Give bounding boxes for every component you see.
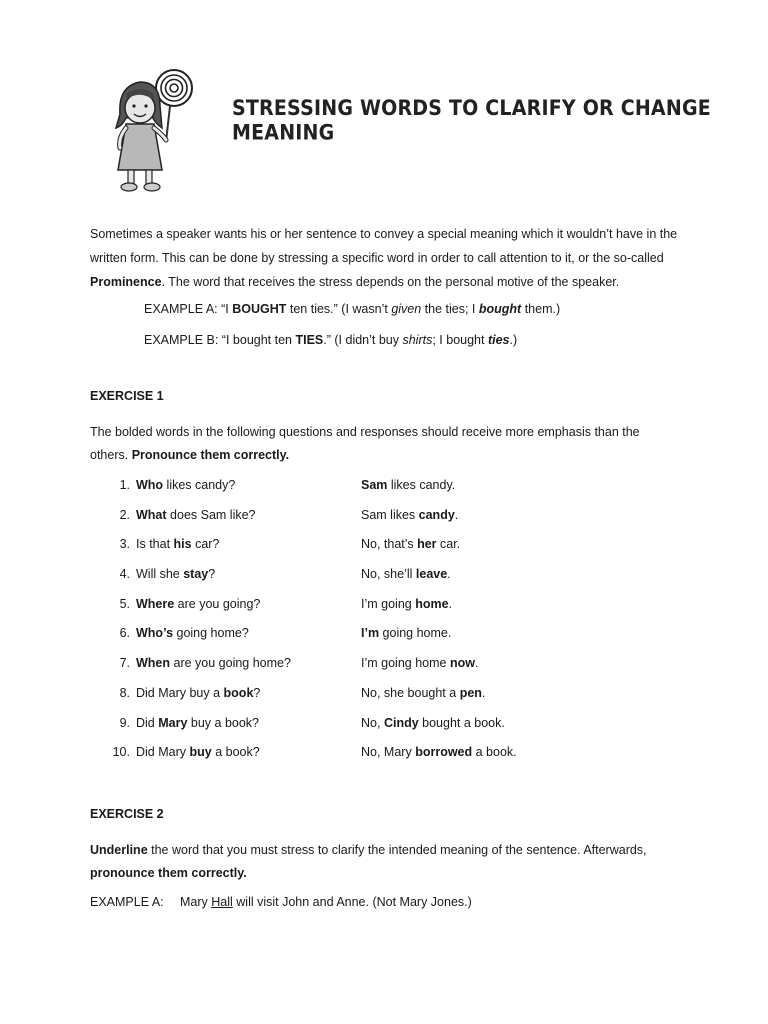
intro-line-3: Prominence. The word that receives the stress depends on the personal motive of the speaker. bbox=[90, 275, 620, 289]
exercise-2-instructions: Underline the word that you must stress to clarify the intended meaning of the sentence. Afterwards, pronounce them correctly. bbox=[90, 843, 647, 880]
exercise-1-item bbox=[108, 686, 708, 716]
item-number: 8. bbox=[119, 685, 130, 700]
item-number: 1. bbox=[119, 478, 130, 492]
item-number: 4. bbox=[119, 567, 130, 582]
example-label: EXAMPLE A: bbox=[90, 895, 164, 909]
item-response: No, she bought a pen. bbox=[361, 685, 486, 700]
item-question: Will she stay? bbox=[136, 567, 216, 582]
exercise-1-item bbox=[108, 508, 708, 538]
item-number: 6. bbox=[119, 626, 130, 641]
item-question: Who likes candy? bbox=[136, 478, 236, 492]
intro-paragraph bbox=[90, 222, 690, 294]
item-question: Did Mary buy a book? bbox=[136, 745, 260, 760]
exercise-2-heading: EXERCISE 2 bbox=[90, 807, 164, 821]
exercise-1-item bbox=[108, 656, 708, 686]
prominence-term: Prominence bbox=[90, 275, 162, 289]
exercise-1-heading: EXERCISE 1 bbox=[90, 389, 164, 403]
example-a: EXAMPLE A: “I BOUGHT ten ties.” (I wasn’t given the ties; I bought them.) bbox=[144, 302, 561, 316]
item-response: I’m going home. bbox=[361, 626, 452, 641]
exercise-1-instructions: The bolded words in the following questions and responses should receive more emphasis than the others. Pronounce them correctly. bbox=[90, 425, 640, 462]
exercise-1-item bbox=[108, 567, 708, 597]
item-number: 7. bbox=[119, 656, 130, 671]
item-question: What does Sam like? bbox=[136, 507, 256, 522]
item-response: I’m going home now. bbox=[361, 656, 479, 671]
item-response: No, Mary borrowed a book. bbox=[361, 745, 517, 760]
page-title: STRESSING WORDS TO CLARIFY OR CHANGE MEANING bbox=[232, 96, 711, 146]
item-number: 10. bbox=[112, 745, 130, 760]
item-number: 2. bbox=[119, 507, 130, 522]
item-question: Where are you going? bbox=[136, 596, 261, 611]
exercise-1-item bbox=[108, 478, 708, 508]
exercise-1-item bbox=[108, 597, 708, 627]
exercise-1-list bbox=[108, 478, 708, 775]
item-question: Is that his car? bbox=[136, 537, 220, 552]
exercise-1-item bbox=[108, 716, 708, 746]
item-response: No, that’s her car. bbox=[361, 537, 461, 552]
item-number: 9. bbox=[119, 715, 130, 730]
intro-line-2: written form. This can be done by stressing a specific word in order to call attention to it, or the so-called bbox=[90, 251, 664, 265]
item-response: Sam likes candy. bbox=[361, 507, 459, 522]
underlined-word: Hall bbox=[211, 895, 233, 909]
exercise-1-item bbox=[108, 537, 708, 567]
item-question: Did Mary buy a book? bbox=[136, 715, 260, 730]
exercise-2-example: EXAMPLE A: Mary Hall will visit John and Anne. (Not Mary Jones.) bbox=[90, 895, 472, 909]
exercise-1-item bbox=[108, 626, 708, 656]
item-response: No, Cindy bought a book. bbox=[361, 715, 505, 730]
exercise-1-item bbox=[108, 745, 708, 775]
item-response: I’m going home. bbox=[361, 596, 453, 611]
item-number: 3. bbox=[119, 537, 130, 552]
item-response: No, she’ll leave. bbox=[361, 567, 451, 582]
example-b: EXAMPLE B: “I bought ten TIES.” (I didn’t buy shirts; I bought ties.) bbox=[144, 333, 518, 347]
girl-with-lollipop-illustration bbox=[100, 66, 200, 196]
intro-line-1: Sometimes a speaker wants his or her sentence to convey a special meaning which it wouldn’t have in the bbox=[90, 227, 678, 241]
item-number: 5. bbox=[119, 596, 130, 611]
item-question: Who’s going home? bbox=[136, 626, 249, 641]
item-question: Did Mary buy a book? bbox=[136, 685, 261, 700]
item-question: When are you going home? bbox=[136, 656, 291, 671]
item-response: Sam likes candy. bbox=[361, 478, 456, 492]
